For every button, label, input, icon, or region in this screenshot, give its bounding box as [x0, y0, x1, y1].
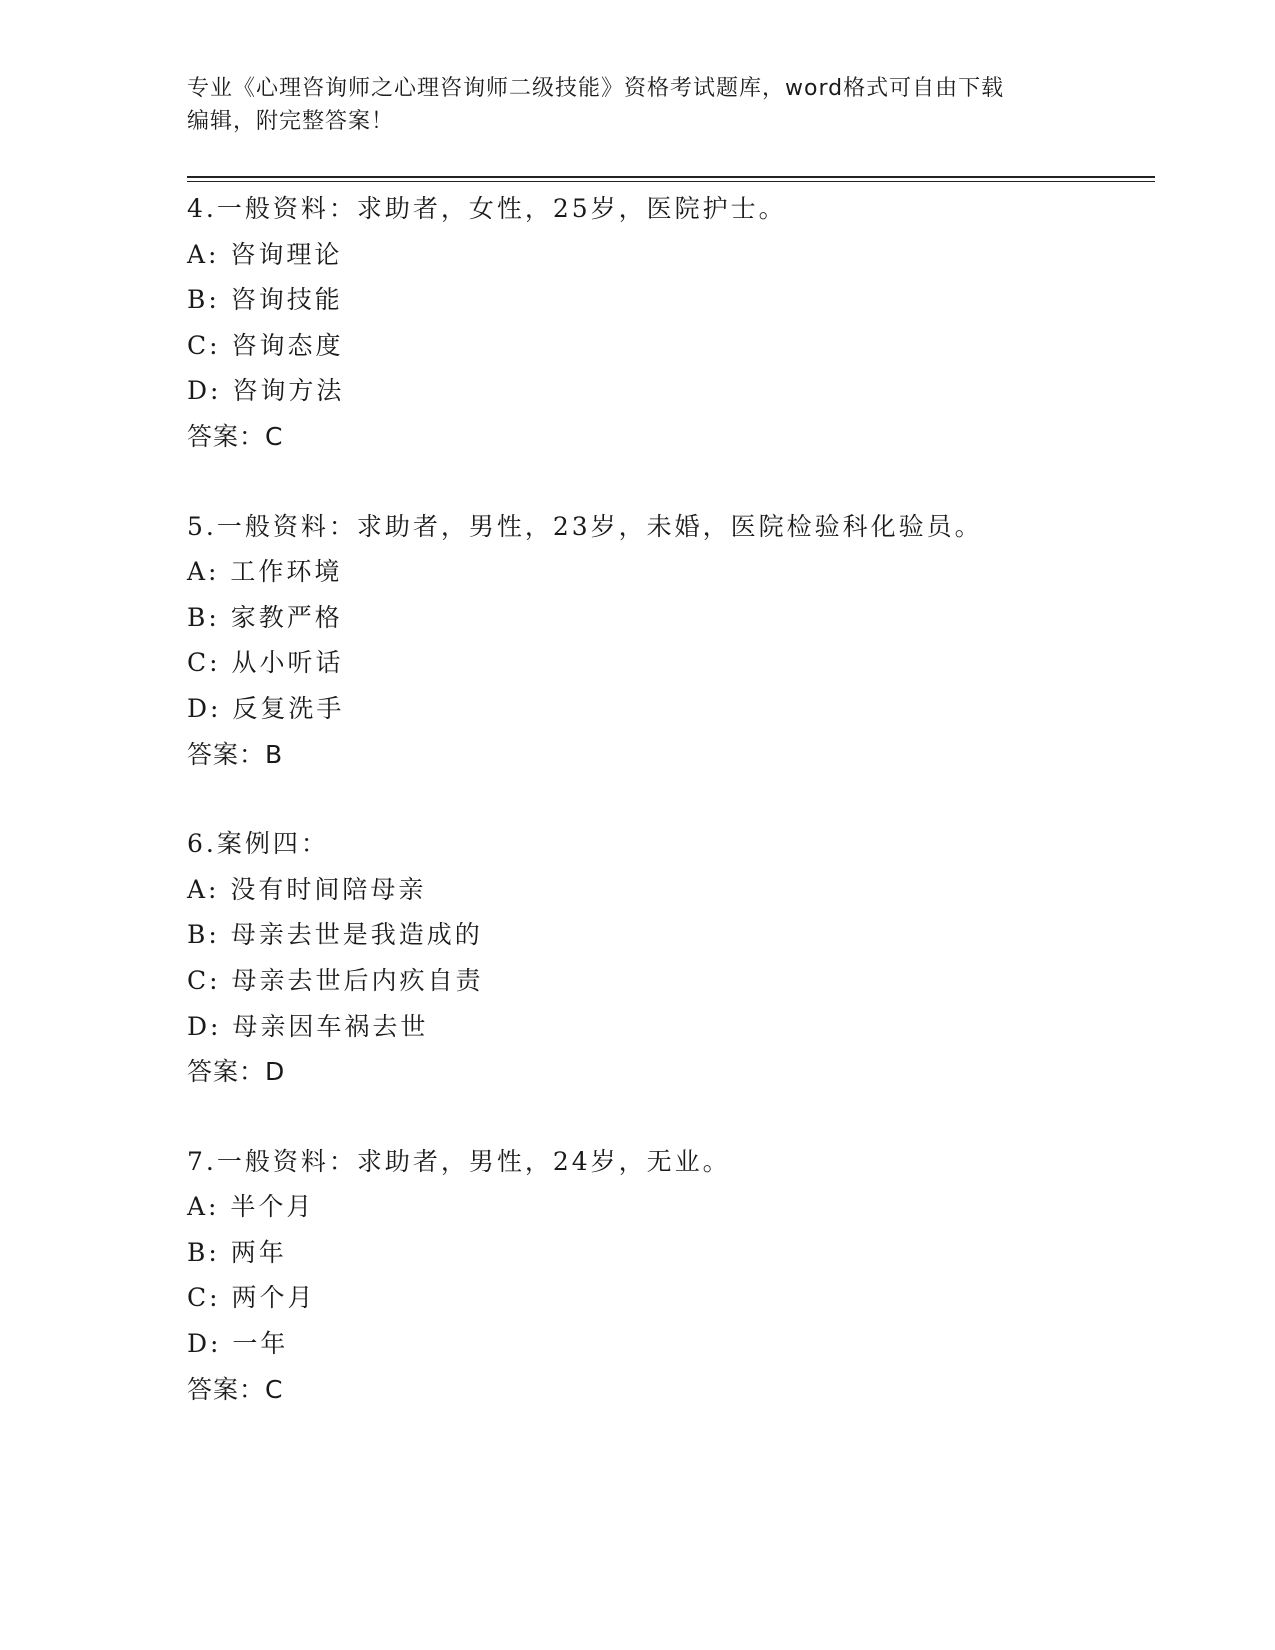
option-b: B: 咨询技能 [187, 285, 343, 315]
option-a: A: 半个月 [187, 1192, 315, 1222]
question-7 [187, 1139, 1155, 1413]
option-d: D: 反复洗手 [187, 693, 345, 723]
option-d: D: 一年 [187, 1329, 289, 1359]
option-b: B: 两年 [187, 1237, 287, 1267]
question-list [187, 186, 1155, 1412]
option-d: D: 母亲因车祸去世 [187, 1011, 429, 1041]
document-header [187, 72, 1087, 138]
header-divider [187, 176, 1155, 182]
option-c: C: 咨询态度 [187, 330, 344, 360]
answer-line: 答案：C [187, 421, 284, 451]
option-c: C: 两个月 [187, 1283, 316, 1313]
answer-line: 答案：D [187, 1057, 286, 1087]
option-a: A: 咨询理论 [187, 239, 343, 269]
question-6 [187, 821, 1155, 1095]
option-c: C: 从小听话 [187, 648, 344, 678]
option-b: B: 母亲去世是我造成的 [187, 920, 483, 950]
question-stem: 4.一般资料：求助者，女性，25岁，医院护士。 [187, 194, 787, 223]
question-stem: 6.案例四： [187, 829, 329, 859]
header-line-1: 专业《心理咨询师之心理咨询师二级技能》资格考试题库，word格式可自由下载 [187, 76, 1005, 101]
answer-line: 答案：C [187, 1374, 284, 1404]
question-4 [187, 186, 1155, 460]
option-b: B: 家教严格 [187, 602, 343, 632]
option-d: D: 咨询方法 [187, 376, 345, 406]
option-a: A: 没有时间陪母亲 [187, 874, 427, 904]
option-c: C: 母亲去世后内疚自责 [187, 965, 484, 995]
header-line-2: 编辑，附完整答案！ [187, 109, 395, 134]
question-stem: 7.一般资料：求助者，男性，24岁，无业。 [187, 1146, 731, 1176]
question-stem: 5.一般资料：求助者，男性，23岁，未婚，医院检验科化验员。 [187, 511, 983, 541]
answer-line: 答案：B [187, 739, 284, 769]
question-5 [187, 504, 1155, 778]
option-a: A: 工作环境 [187, 557, 343, 587]
